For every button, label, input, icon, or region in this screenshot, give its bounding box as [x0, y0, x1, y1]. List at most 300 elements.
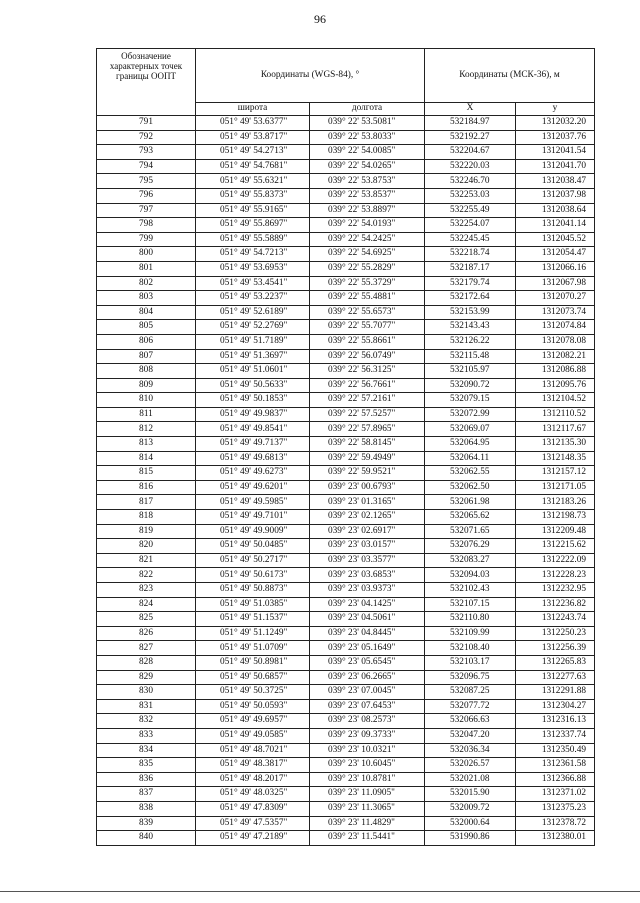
point-number-cell: 821 [97, 553, 196, 568]
point-number-cell: 834 [97, 743, 196, 758]
longitude-cell: 039° 23' 07.6453" [310, 699, 425, 714]
table-row [97, 597, 595, 612]
latitude-cell: 051° 49' 50.8981" [196, 655, 310, 670]
x-cell: 532090.72 [425, 378, 516, 393]
table-row [97, 334, 595, 349]
longitude-cell: 039° 23' 11.5441" [310, 831, 425, 846]
y-cell: 1312086.88 [516, 364, 595, 379]
longitude-cell: 039° 23' 10.8781" [310, 772, 425, 787]
point-number-cell: 795 [97, 174, 196, 189]
y-cell: 1312054.47 [516, 247, 595, 262]
table-row [97, 831, 595, 846]
latitude-cell: 051° 49' 51.1249" [196, 626, 310, 641]
y-cell: 1312038.47 [516, 174, 595, 189]
x-cell: 532254.07 [425, 218, 516, 233]
longitude-cell: 039° 23' 03.3577" [310, 553, 425, 568]
table-row [97, 145, 595, 160]
point-number-cell: 825 [97, 612, 196, 627]
point-number-cell: 828 [97, 655, 196, 670]
y-cell: 1312236.82 [516, 597, 595, 612]
latitude-cell: 051° 49' 51.0385" [196, 597, 310, 612]
x-cell: 532105.97 [425, 364, 516, 379]
y-cell: 1312198.73 [516, 510, 595, 525]
point-number-cell: 827 [97, 641, 196, 656]
y-cell: 1312078.08 [516, 334, 595, 349]
y-cell: 1312041.70 [516, 159, 595, 174]
table-row [97, 218, 595, 233]
y-cell: 1312037.98 [516, 188, 595, 203]
table-row [97, 437, 595, 452]
longitude-cell: 039° 22' 54.2425" [310, 232, 425, 247]
table-row [97, 801, 595, 816]
point-number-cell: 815 [97, 466, 196, 481]
y-cell: 1312371.02 [516, 787, 595, 802]
longitude-cell: 039° 23' 05.1649" [310, 641, 425, 656]
longitude-cell: 039° 22' 59.4949" [310, 451, 425, 466]
y-cell: 1312135.30 [516, 437, 595, 452]
longitude-cell: 039° 22' 55.4881" [310, 291, 425, 306]
latitude-cell: 051° 49' 49.9837" [196, 407, 310, 422]
latitude-cell: 051° 49' 47.2189" [196, 831, 310, 846]
longitude-cell: 039° 22' 53.8897" [310, 203, 425, 218]
x-cell: 532087.25 [425, 685, 516, 700]
longitude-cell: 039° 22' 55.8661" [310, 334, 425, 349]
x-cell: 532000.64 [425, 816, 516, 831]
longitude-cell: 039° 23' 11.4829" [310, 816, 425, 831]
x-cell: 532102.43 [425, 583, 516, 598]
latitude-cell: 051° 49' 51.0709" [196, 641, 310, 656]
point-number-cell: 808 [97, 364, 196, 379]
point-number-cell: 839 [97, 816, 196, 831]
table-row [97, 130, 595, 145]
x-cell: 532015.90 [425, 787, 516, 802]
longitude-cell: 039° 23' 03.0157" [310, 539, 425, 554]
table-row [97, 261, 595, 276]
y-cell: 1312361.58 [516, 758, 595, 773]
table-row [97, 364, 595, 379]
x-cell: 531990.86 [425, 831, 516, 846]
table-row [97, 758, 595, 773]
table-row [97, 466, 595, 481]
x-cell: 532204.67 [425, 145, 516, 160]
longitude-cell: 039° 23' 06.2665" [310, 670, 425, 685]
table-row [97, 495, 595, 510]
table-row [97, 320, 595, 335]
header-x: X [425, 103, 516, 116]
latitude-cell: 051° 49' 54.2713" [196, 145, 310, 160]
x-cell: 532172.64 [425, 291, 516, 306]
point-number-cell: 811 [97, 407, 196, 422]
table-row [97, 188, 595, 203]
x-cell: 532192.27 [425, 130, 516, 145]
table-row [97, 451, 595, 466]
longitude-cell: 039° 22' 54.0085" [310, 145, 425, 160]
longitude-cell: 039° 22' 58.8145" [310, 437, 425, 452]
x-cell: 532094.03 [425, 568, 516, 583]
x-cell: 532076.29 [425, 539, 516, 554]
point-number-cell: 812 [97, 422, 196, 437]
latitude-cell: 051° 49' 51.0601" [196, 364, 310, 379]
x-cell: 532179.74 [425, 276, 516, 291]
latitude-cell: 051° 49' 50.8873" [196, 583, 310, 598]
table-row [97, 422, 595, 437]
latitude-cell: 051° 49' 47.5357" [196, 816, 310, 831]
point-number-cell: 807 [97, 349, 196, 364]
longitude-cell: 039° 22' 56.0749" [310, 349, 425, 364]
latitude-cell: 051° 49' 49.6813" [196, 451, 310, 466]
latitude-cell: 051° 49' 49.7137" [196, 437, 310, 452]
y-cell: 1312037.76 [516, 130, 595, 145]
point-number-cell: 813 [97, 437, 196, 452]
y-cell: 1312082.21 [516, 349, 595, 364]
y-cell: 1312304.27 [516, 699, 595, 714]
point-number-cell: 794 [97, 159, 196, 174]
point-number-cell: 817 [97, 495, 196, 510]
x-cell: 532064.11 [425, 451, 516, 466]
y-cell: 1312041.14 [516, 218, 595, 233]
x-cell: 532107.15 [425, 597, 516, 612]
x-cell: 532108.40 [425, 641, 516, 656]
longitude-cell: 039° 23' 09.3733" [310, 728, 425, 743]
y-cell: 1312277.63 [516, 670, 595, 685]
point-number-cell: 824 [97, 597, 196, 612]
point-number-cell: 830 [97, 685, 196, 700]
latitude-cell: 051° 49' 50.6857" [196, 670, 310, 685]
y-cell: 1312171.05 [516, 480, 595, 495]
header-msk36-coordinates: Координаты (МСК-36), м [425, 49, 595, 103]
header-longitude: долгота [310, 103, 425, 116]
latitude-cell: 051° 49' 50.5633" [196, 378, 310, 393]
longitude-cell: 039° 22' 53.8753" [310, 174, 425, 189]
y-cell: 1312041.54 [516, 145, 595, 160]
table-row [97, 787, 595, 802]
latitude-cell: 051° 49' 53.8717" [196, 130, 310, 145]
coordinates-table [96, 48, 595, 846]
point-number-cell: 819 [97, 524, 196, 539]
y-cell: 1312073.74 [516, 305, 595, 320]
bottom-divider [0, 891, 640, 892]
table-row [97, 626, 595, 641]
longitude-cell: 039° 23' 00.6793" [310, 480, 425, 495]
x-cell: 532065.62 [425, 510, 516, 525]
y-cell: 1312045.52 [516, 232, 595, 247]
longitude-cell: 039° 22' 56.7661" [310, 378, 425, 393]
table-row [97, 480, 595, 495]
x-cell: 532184.97 [425, 116, 516, 131]
point-number-cell: 802 [97, 276, 196, 291]
longitude-cell: 039° 22' 55.3729" [310, 276, 425, 291]
point-number-cell: 796 [97, 188, 196, 203]
point-number-cell: 814 [97, 451, 196, 466]
longitude-cell: 039° 23' 04.5061" [310, 612, 425, 627]
longitude-cell: 039° 23' 04.8445" [310, 626, 425, 641]
y-cell: 1312157.12 [516, 466, 595, 481]
x-cell: 532079.15 [425, 393, 516, 408]
x-cell: 532083.27 [425, 553, 516, 568]
table-row [97, 539, 595, 554]
y-cell: 1312380.01 [516, 831, 595, 846]
latitude-cell: 051° 49' 48.0325" [196, 787, 310, 802]
x-cell: 532110.80 [425, 612, 516, 627]
y-cell: 1312378.72 [516, 816, 595, 831]
table-row [97, 349, 595, 364]
x-cell: 532103.17 [425, 655, 516, 670]
table-row [97, 583, 595, 598]
x-cell: 532143.43 [425, 320, 516, 335]
table-row [97, 510, 595, 525]
latitude-cell: 051° 49' 51.7189" [196, 334, 310, 349]
y-cell: 1312232.95 [516, 583, 595, 598]
latitude-cell: 051° 49' 55.8697" [196, 218, 310, 233]
table-row [97, 816, 595, 831]
latitude-cell: 051° 49' 54.7681" [196, 159, 310, 174]
longitude-cell: 039° 23' 02.1265" [310, 510, 425, 525]
latitude-cell: 051° 49' 49.6201" [196, 480, 310, 495]
latitude-cell: 051° 49' 50.3725" [196, 685, 310, 700]
x-cell: 532071.65 [425, 524, 516, 539]
latitude-cell: 051° 49' 49.6957" [196, 714, 310, 729]
longitude-cell: 039° 23' 10.6045" [310, 758, 425, 773]
table-row [97, 524, 595, 539]
latitude-cell: 051° 49' 50.0593" [196, 699, 310, 714]
point-number-cell: 797 [97, 203, 196, 218]
y-cell: 1312183.26 [516, 495, 595, 510]
point-number-cell: 809 [97, 378, 196, 393]
point-number-cell: 800 [97, 247, 196, 262]
y-cell: 1312074.84 [516, 320, 595, 335]
latitude-cell: 051° 49' 55.6321" [196, 174, 310, 189]
table-row [97, 568, 595, 583]
latitude-cell: 051° 49' 55.8373" [196, 188, 310, 203]
table-row [97, 393, 595, 408]
x-cell: 532187.17 [425, 261, 516, 276]
longitude-cell: 039° 23' 11.0905" [310, 787, 425, 802]
table-row [97, 714, 595, 729]
point-number-cell: 803 [97, 291, 196, 306]
y-cell: 1312250.23 [516, 626, 595, 641]
point-number-cell: 806 [97, 334, 196, 349]
latitude-cell: 051° 49' 53.6377" [196, 116, 310, 131]
longitude-cell: 039° 22' 56.3125" [310, 364, 425, 379]
point-number-cell: 823 [97, 583, 196, 598]
longitude-cell: 039° 23' 07.0045" [310, 685, 425, 700]
point-number-cell: 818 [97, 510, 196, 525]
y-cell: 1312110.52 [516, 407, 595, 422]
latitude-cell: 051° 49' 48.7021" [196, 743, 310, 758]
latitude-cell: 051° 49' 49.7101" [196, 510, 310, 525]
table-row [97, 305, 595, 320]
latitude-cell: 051° 49' 52.2769" [196, 320, 310, 335]
longitude-cell: 039° 22' 59.9521" [310, 466, 425, 481]
y-cell: 1312337.74 [516, 728, 595, 743]
y-cell: 1312070.27 [516, 291, 595, 306]
point-number-cell: 805 [97, 320, 196, 335]
table-row [97, 232, 595, 247]
point-number-cell: 801 [97, 261, 196, 276]
x-cell: 532220.03 [425, 159, 516, 174]
x-cell: 532096.75 [425, 670, 516, 685]
longitude-cell: 039° 23' 03.6853" [310, 568, 425, 583]
latitude-cell: 051° 49' 53.4541" [196, 276, 310, 291]
y-cell: 1312067.98 [516, 276, 595, 291]
longitude-cell: 039° 22' 55.6573" [310, 305, 425, 320]
latitude-cell: 051° 49' 54.7213" [196, 247, 310, 262]
table-row [97, 685, 595, 700]
latitude-cell: 051° 49' 50.2717" [196, 553, 310, 568]
point-number-cell: 833 [97, 728, 196, 743]
point-number-cell: 791 [97, 116, 196, 131]
y-cell: 1312148.35 [516, 451, 595, 466]
y-cell: 1312265.83 [516, 655, 595, 670]
latitude-cell: 051° 49' 49.5985" [196, 495, 310, 510]
latitude-cell: 051° 49' 49.0585" [196, 728, 310, 743]
table-row [97, 247, 595, 262]
y-cell: 1312350.49 [516, 743, 595, 758]
table-row [97, 291, 595, 306]
y-cell: 1312316.13 [516, 714, 595, 729]
y-cell: 1312066.16 [516, 261, 595, 276]
point-number-cell: 829 [97, 670, 196, 685]
longitude-cell: 039° 22' 57.2161" [310, 393, 425, 408]
x-cell: 532253.03 [425, 188, 516, 203]
longitude-cell: 039° 23' 04.1425" [310, 597, 425, 612]
point-number-cell: 837 [97, 787, 196, 802]
table-body [97, 116, 595, 846]
point-number-cell: 840 [97, 831, 196, 846]
table-row [97, 203, 595, 218]
latitude-cell: 051° 49' 51.1537" [196, 612, 310, 627]
page-number: 96 [314, 12, 326, 26]
longitude-cell: 039° 22' 53.8033" [310, 130, 425, 145]
x-cell: 532026.57 [425, 758, 516, 773]
point-number-cell: 816 [97, 480, 196, 495]
longitude-cell: 039° 23' 05.6545" [310, 655, 425, 670]
point-number-cell: 810 [97, 393, 196, 408]
latitude-cell: 051° 49' 53.2237" [196, 291, 310, 306]
latitude-cell: 051° 49' 50.1853" [196, 393, 310, 408]
x-cell: 532246.70 [425, 174, 516, 189]
y-cell: 1312375.23 [516, 801, 595, 816]
x-cell: 532021.08 [425, 772, 516, 787]
header-point-designation: Обозначение характерных точек границы ООПТ [97, 49, 196, 116]
y-cell: 1312215.62 [516, 539, 595, 554]
x-cell: 532115.48 [425, 349, 516, 364]
point-number-cell: 835 [97, 758, 196, 773]
x-cell: 532072.99 [425, 407, 516, 422]
point-number-cell: 826 [97, 626, 196, 641]
y-cell: 1312209.48 [516, 524, 595, 539]
point-number-cell: 836 [97, 772, 196, 787]
x-cell: 532153.99 [425, 305, 516, 320]
x-cell: 532061.98 [425, 495, 516, 510]
x-cell: 532077.72 [425, 699, 516, 714]
table-row [97, 159, 595, 174]
y-cell: 1312243.74 [516, 612, 595, 627]
table-row [97, 641, 595, 656]
x-cell: 532245.45 [425, 232, 516, 247]
point-number-cell: 838 [97, 801, 196, 816]
longitude-cell: 039° 23' 11.3065" [310, 801, 425, 816]
y-cell: 1312032.20 [516, 116, 595, 131]
latitude-cell: 051° 49' 50.6173" [196, 568, 310, 583]
x-cell: 532109.99 [425, 626, 516, 641]
longitude-cell: 039° 22' 55.7077" [310, 320, 425, 335]
y-cell: 1312366.88 [516, 772, 595, 787]
x-cell: 532036.34 [425, 743, 516, 758]
latitude-cell: 051° 49' 49.6273" [196, 466, 310, 481]
longitude-cell: 039° 22' 55.2829" [310, 261, 425, 276]
table-row [97, 670, 595, 685]
longitude-cell: 039° 23' 01.3165" [310, 495, 425, 510]
table-row [97, 553, 595, 568]
longitude-cell: 039° 22' 53.8537" [310, 188, 425, 203]
point-number-cell: 799 [97, 232, 196, 247]
latitude-cell: 051° 49' 55.9165" [196, 203, 310, 218]
point-number-cell: 831 [97, 699, 196, 714]
x-cell: 532062.55 [425, 466, 516, 481]
table-row [97, 276, 595, 291]
longitude-cell: 039° 22' 54.0265" [310, 159, 425, 174]
point-number-cell: 822 [97, 568, 196, 583]
y-cell: 1312228.23 [516, 568, 595, 583]
point-number-cell: 804 [97, 305, 196, 320]
longitude-cell: 039° 23' 03.9373" [310, 583, 425, 598]
y-cell: 1312095.76 [516, 378, 595, 393]
point-number-cell: 820 [97, 539, 196, 554]
table-header-row [97, 49, 595, 103]
y-cell: 1312117.67 [516, 422, 595, 437]
table-row [97, 699, 595, 714]
longitude-cell: 039° 23' 10.0321" [310, 743, 425, 758]
latitude-cell: 051° 49' 50.0485" [196, 539, 310, 554]
latitude-cell: 051° 49' 55.5889" [196, 232, 310, 247]
y-cell: 1312256.39 [516, 641, 595, 656]
table-row [97, 174, 595, 189]
x-cell: 532066.63 [425, 714, 516, 729]
longitude-cell: 039° 22' 57.5257" [310, 407, 425, 422]
x-cell: 532064.95 [425, 437, 516, 452]
latitude-cell: 051° 49' 49.9009" [196, 524, 310, 539]
x-cell: 532255.49 [425, 203, 516, 218]
header-latitude: широта [196, 103, 310, 116]
table-row [97, 612, 595, 627]
longitude-cell: 039° 22' 54.6925" [310, 247, 425, 262]
latitude-cell: 051° 49' 48.3817" [196, 758, 310, 773]
y-cell: 1312291.88 [516, 685, 595, 700]
longitude-cell: 039° 23' 02.6917" [310, 524, 425, 539]
table-row [97, 407, 595, 422]
table-row [97, 772, 595, 787]
x-cell: 532062.50 [425, 480, 516, 495]
x-cell: 532009.72 [425, 801, 516, 816]
longitude-cell: 039° 22' 54.0193" [310, 218, 425, 233]
x-cell: 532069.07 [425, 422, 516, 437]
table-row [97, 378, 595, 393]
latitude-cell: 051° 49' 52.6189" [196, 305, 310, 320]
longitude-cell: 039° 22' 53.5081" [310, 116, 425, 131]
longitude-cell: 039° 23' 08.2573" [310, 714, 425, 729]
x-cell: 532126.22 [425, 334, 516, 349]
header-wgs84-coordinates: Координаты (WGS-84), ° [196, 49, 425, 103]
latitude-cell: 051° 49' 48.2017" [196, 772, 310, 787]
point-number-cell: 792 [97, 130, 196, 145]
point-number-cell: 832 [97, 714, 196, 729]
y-cell: 1312104.52 [516, 393, 595, 408]
y-cell: 1312222.09 [516, 553, 595, 568]
latitude-cell: 051° 49' 47.8309" [196, 801, 310, 816]
point-number-cell: 793 [97, 145, 196, 160]
latitude-cell: 051° 49' 53.6953" [196, 261, 310, 276]
